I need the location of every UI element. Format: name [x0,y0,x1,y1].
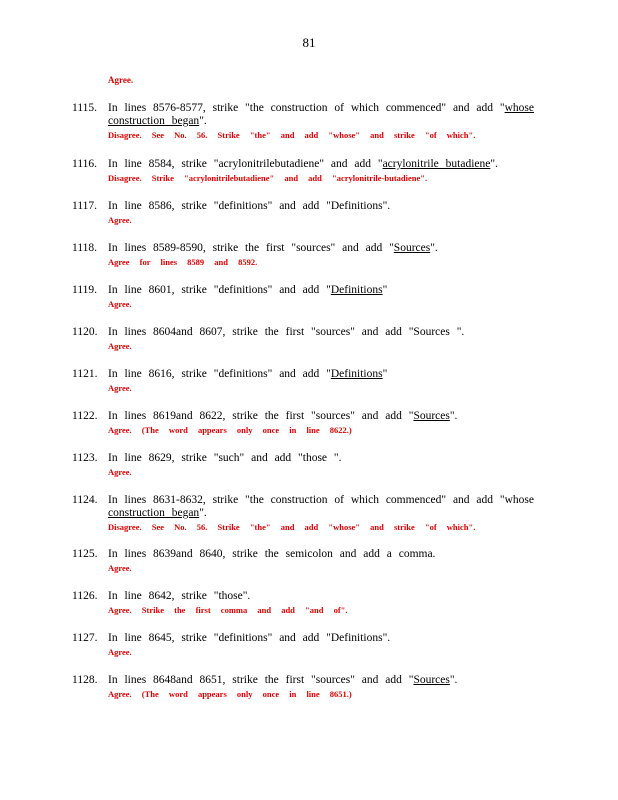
item-number: 1126. [72,590,98,602]
amendment-item [72,242,542,268]
item-response: Agree. [108,563,132,573]
item-instruction: In lines 8576-8577, strike "the construction of which commenced" and add "whose construction began". [108,102,534,127]
amendment-item [72,548,542,574]
item-instruction: In line 8616, strike "definitions" and add "Definitions" [108,368,388,380]
item-number: 1121. [72,368,98,380]
amendment-item [72,200,542,226]
item-instruction: In lines 8604and 8607, strike the first "sources" and add "Sources ". [108,326,465,338]
item-number: 1128. [72,674,98,686]
amendment-item [72,590,542,616]
amendment-item [72,494,542,533]
carryover-response: Agree. [108,75,134,85]
item-response: Agree. [108,467,132,477]
item-number: 1125. [72,548,98,560]
item-instruction: In line 8642, strike "those". [108,590,251,602]
page-number: 81 [302,35,316,50]
item-instruction: In lines 8639and 8640, strike the semicolon and add a comma. [108,548,436,560]
item-number: 1120. [72,326,98,338]
item-response: Agree. [108,299,132,309]
item-response: Disagree. See No. 56. Strike "the" and add "whose" and strike "of which". [108,130,476,140]
item-number: 1117. [72,200,98,212]
item-response: Disagree. See No. 56. Strike "the" and add "whose" and strike "of which". [108,522,476,532]
amendment-item [72,632,542,658]
item-instruction: In lines 8619and 8622, strike the first "sources" and add "Sources". [108,410,458,422]
item-number: 1123. [72,452,98,464]
item-instruction: In line 8586, strike "definitions" and add "Definitions". [108,200,391,212]
amendment-item [72,452,542,478]
item-number: 1118. [72,242,98,254]
item-instruction: In line 8629, strike "such" and add "those ". [108,452,342,464]
item-response: Agree. [108,647,132,657]
item-instruction: In lines 8648and 8651, strike the first "sources" and add "Sources". [108,674,458,686]
item-response: Agree. [108,215,132,225]
amendment-item [72,410,542,436]
amendment-item [72,158,542,184]
item-response: Agree. [108,383,132,393]
item-number: 1124. [72,494,98,506]
item-number: 1127. [72,632,98,644]
item-response: Agree for lines 8589 and 8592. [108,257,258,267]
item-response: Agree. (The word appears only once in line 8622.) [108,425,352,435]
item-number: 1119. [72,284,98,296]
item-response: Agree. [108,341,132,351]
item-instruction: In line 8645, strike "definitions" and add "Definitions". [108,632,391,644]
amendment-item [72,326,542,352]
amendment-item [72,102,542,141]
item-number: 1116. [72,158,98,170]
item-number: 1122. [72,410,98,422]
item-instruction: In line 8601, strike "definitions" and add "Definitions" [108,284,388,296]
item-response: Agree. (The word appears only once in line 8651.) [108,689,352,699]
amendment-item [72,368,542,394]
amendment-item [72,674,542,700]
item-instruction: In line 8584, strike "acrylonitrilebutadiene" and add "acrylonitrile butadiene". [108,158,498,170]
item-response: Disagree. Strike "acrylonitrilebutadiene" and add "acrylonitrile-butadiene". [108,173,428,183]
item-instruction: In lines 8589-8590, strike the first "sources" and add "Sources". [108,242,438,254]
item-instruction: In lines 8631-8632, strike "the construction of which commenced" and add "whose construction began". [108,494,534,519]
amendment-item [72,284,542,310]
item-number: 1115. [72,102,98,114]
item-response: Agree. Strike the first comma and add "and of". [108,605,348,615]
